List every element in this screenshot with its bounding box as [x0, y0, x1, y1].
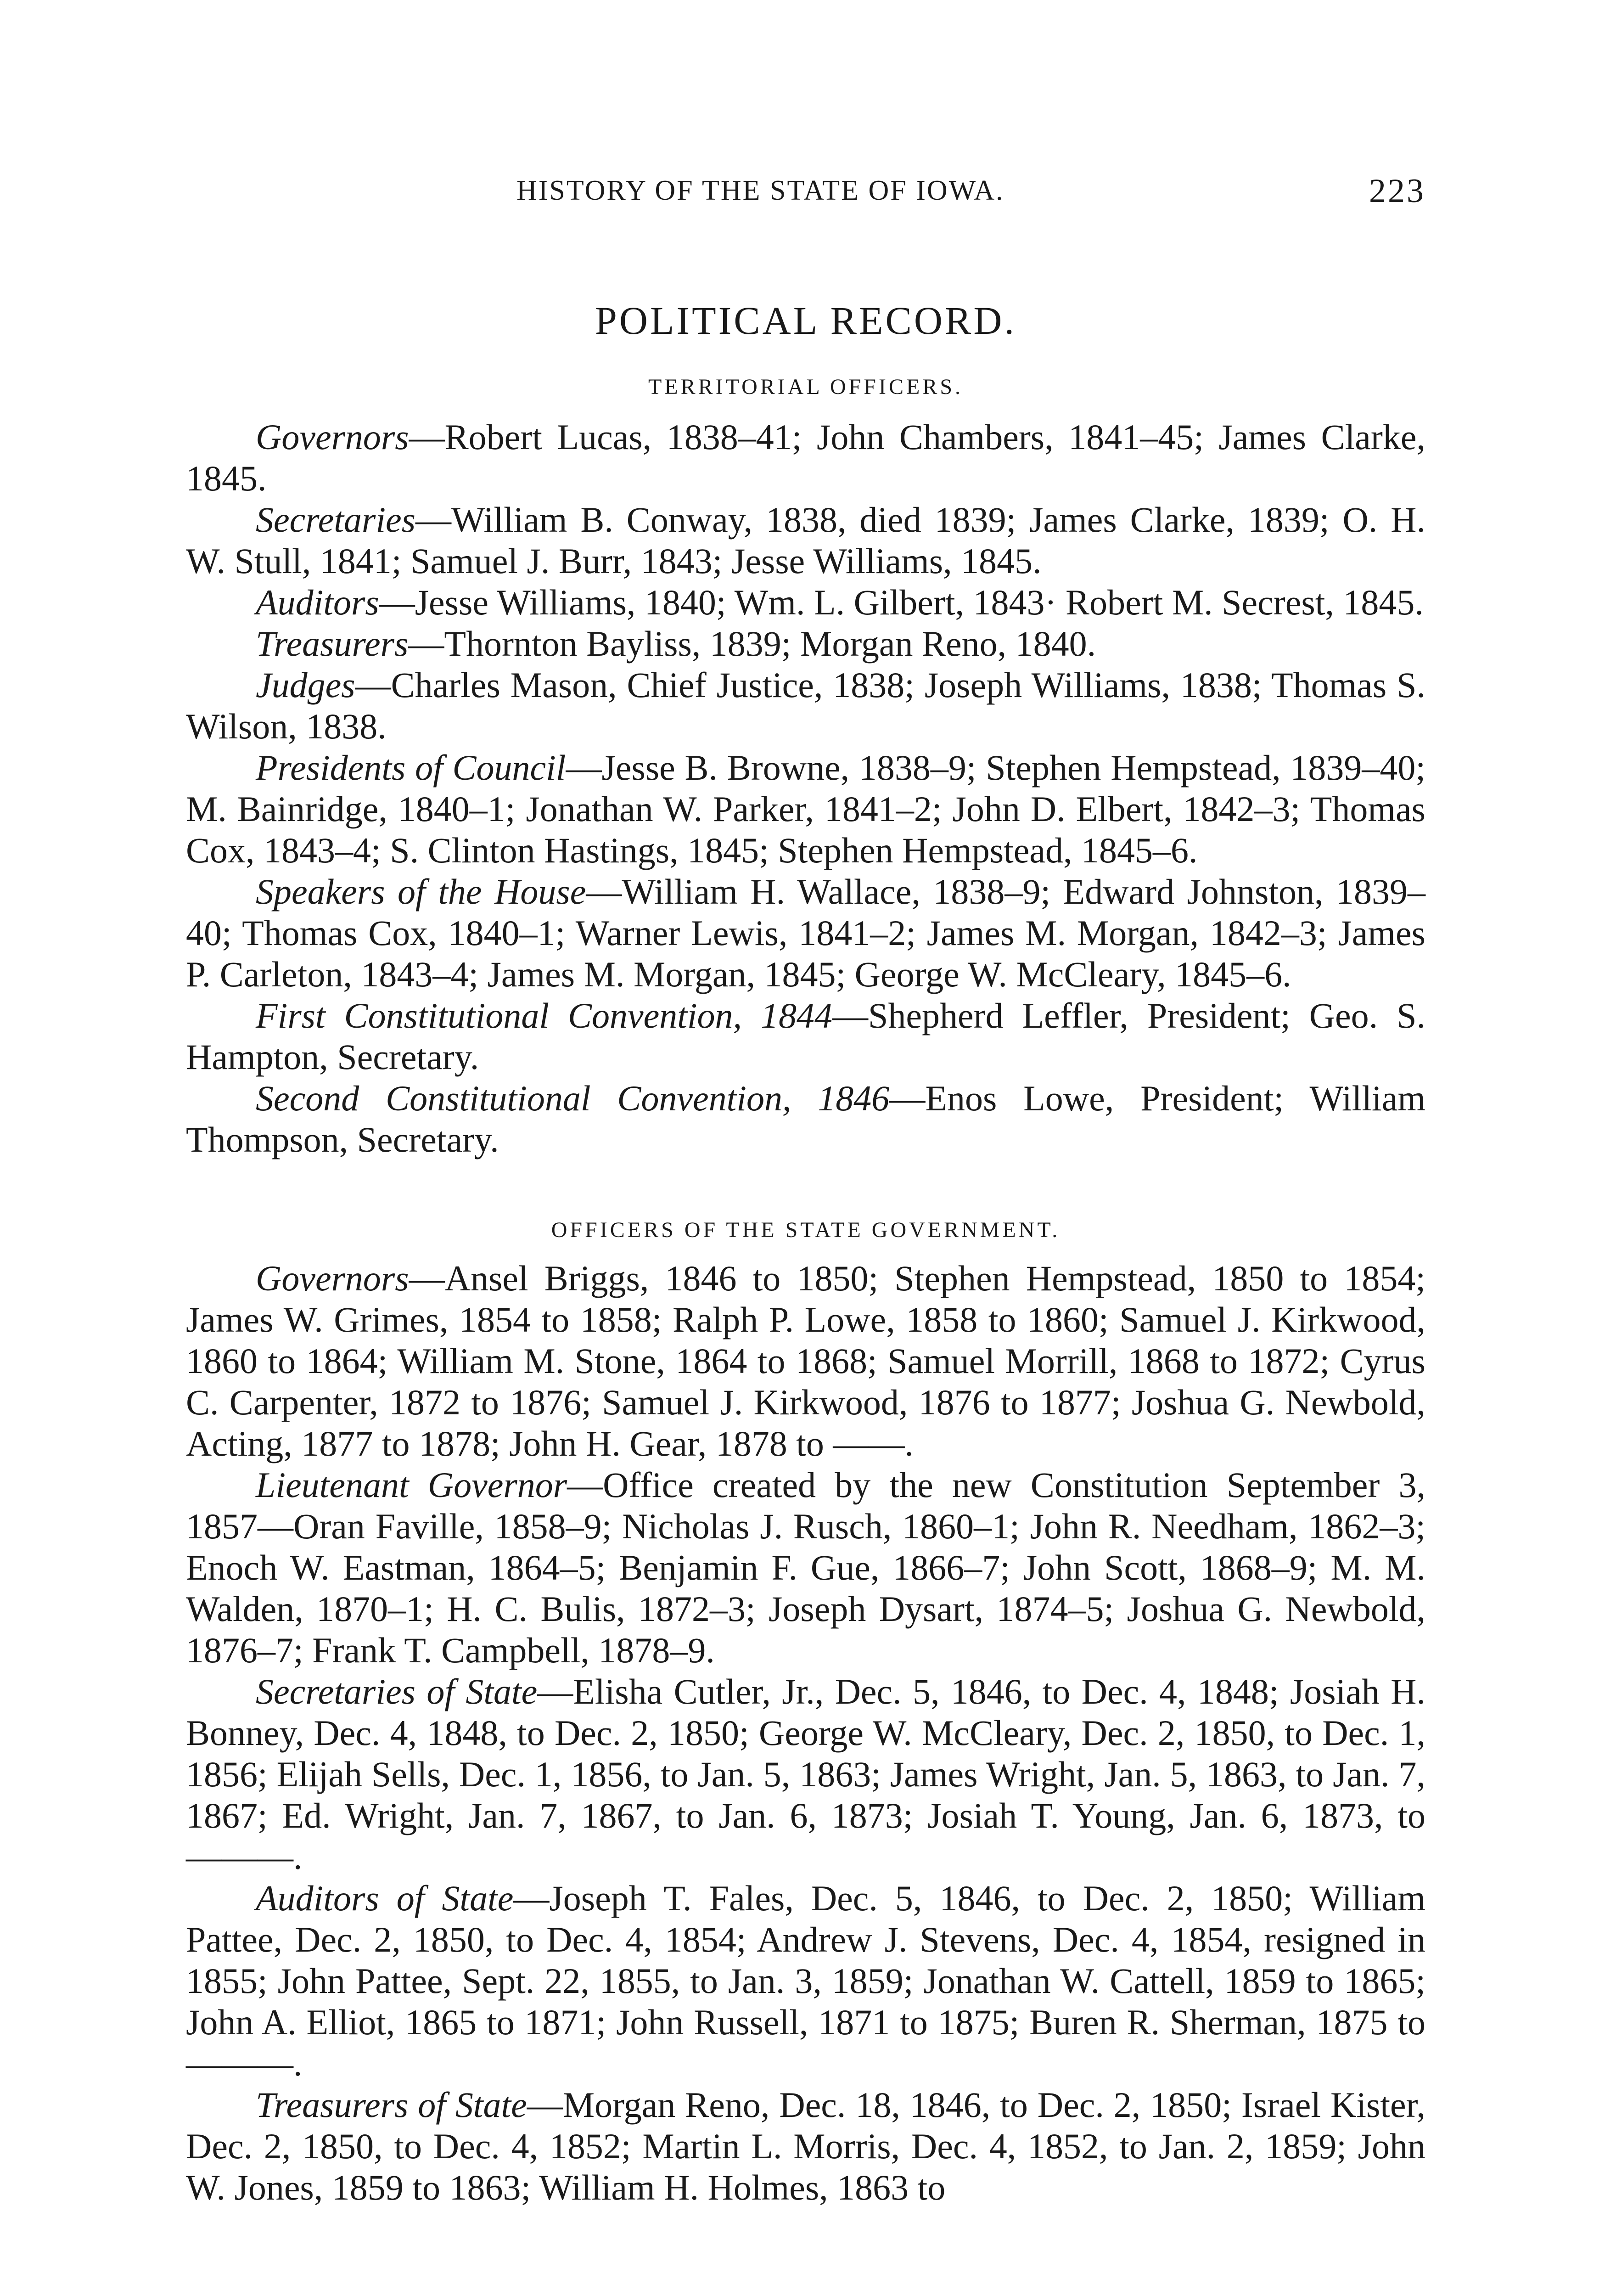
running-head — [186, 174, 1425, 225]
entry-auditors-of-state — [186, 1878, 1425, 2084]
entry-territorial-governors — [186, 416, 1425, 499]
entry-label: Governors — [256, 1258, 409, 1298]
entry-label: Secretaries — [256, 500, 415, 540]
entry-territorial-judges — [186, 664, 1425, 747]
book-page — [186, 174, 1425, 2208]
entry-text: —Robert Lucas, 1838–41; John Chambers, 1841–45; James Clarke, 1845. — [186, 417, 1425, 498]
entry-label: Lieutenant Governor — [256, 1465, 567, 1505]
entry-speakers-of-the-house — [186, 871, 1425, 995]
entry-treasurers-of-state — [186, 2084, 1425, 2208]
entry-state-governors — [186, 1258, 1425, 1464]
entry-label: Governors — [256, 417, 409, 457]
entry-territorial-auditors — [186, 582, 1425, 623]
entry-presidents-of-council — [186, 747, 1425, 871]
entry-text: —William H. Wallace, 1838–9; Edward Johnston, 1839–40; Thomas Cox, 1840–1; Warner Lewis, 1841–2; James M. Morgan, 1842–3; James P. Carleton, 1843–4; James M. Morgan, 1845; George W. McCleary, 1845–6. — [186, 872, 1425, 994]
territorial-officers-list — [186, 416, 1425, 1160]
page-number: 223 — [1369, 172, 1425, 210]
entry-text: —Jesse Williams, 1840; Wm. L. Gilbert, 1843· Robert M. Secrest, 1845. — [379, 582, 1424, 622]
entry-territorial-treasurers — [186, 623, 1425, 664]
running-title: HISTORY OF THE STATE OF IOWA. — [516, 175, 1004, 206]
entry-text: —Enos Lowe, President; William Thompson, Secretary. — [186, 1078, 1425, 1159]
state-officers-list — [186, 1258, 1425, 2208]
entry-label: Presidents of Council — [256, 748, 566, 788]
entry-text: —Joseph T. Fales, Dec. 5, 1846, to Dec. 2, 1850; William Pattee, Dec. 2, 1850, to Dec. 4, 1854; Andrew J. Stevens, Dec. 4, 1854, resigned in 1855; John Pattee, Sept. 22, 1855, to Jan. 3, 1859; Jonathan W. Cattell, 1859 to 1865; John A. Elliot, 1865 to 1871; John Russell, 1871 to 1875; Buren R. Sherman, 1875 to ———. — [186, 1878, 1425, 2083]
entry-label: Treasurers of State — [256, 2085, 527, 2125]
territorial-officers-heading: TERRITORIAL OFFICERS. — [648, 375, 964, 399]
entry-label: Secretaries of State — [256, 1671, 538, 1711]
entry-text: —Thornton Bayliss, 1839; Morgan Reno, 1840. — [408, 624, 1096, 664]
entry-label: Auditors — [256, 582, 379, 622]
entry-text: —William B. Conway, 1838, died 1839; James Clarke, 1839; O. H. W. Stull, 1841; Samuel J. Burr, 1843; Jesse Williams, 1845. — [186, 500, 1425, 581]
entry-lieutenant-governor — [186, 1464, 1425, 1671]
entry-text: —Jesse B. Browne, 1838–9; Stephen Hempstead, 1839–40; M. Bainridge, 1840–1; Jonathan W. Parker, 1841–2; John D. Elbert, 1842–3; Thomas Cox, 1843–4; S. Clinton Hastings, 1845; Stephen Hempstead, 1845–6. — [186, 748, 1425, 870]
entry-label: Treasurers — [256, 624, 409, 664]
section-title: POLITICAL RECORD. — [595, 298, 1016, 343]
entry-label: Second Constitutional Convention, 1846 — [256, 1078, 890, 1118]
entry-secretaries-of-state — [186, 1671, 1425, 1878]
entry-label: Speakers of the House — [256, 872, 586, 912]
entry-text: —Office created by the new Constitution September 3, 1857—Oran Faville, 1858–9; Nicholas J. Rusch, 1860–1; John R. Needham, 1862–3; Enoch W. Eastman, 1864–5; Benjamin F. Gue, 1866–7; John Scott, 1868–9; M. M. Walden, 1870–1; H. C. Bulis, 1872–3; Joseph Dysart, 1874–5; Joshua G. Newbold, 1876–7; Frank T. Campbell, 1878–9. — [186, 1465, 1425, 1670]
entry-label: First Constitutional Convention, 1844 — [256, 996, 832, 1035]
entry-text: —Morgan Reno, Dec. 18, 1846, to Dec. 2, 1850; Israel Kister, Dec. 2, 1850, to Dec. 4, 1852; Martin L. Morris, Dec. 4, 1852, to Jan. 2, 1859; John W. Jones, 1859 to 1863; William H. Holmes, 1863 to — [186, 2085, 1425, 2207]
state-officers-heading: OFFICERS OF THE STATE GOVERNMENT. — [551, 1218, 1060, 1242]
entry-text: —Ansel Briggs, 1846 to 1850; Stephen Hempstead, 1850 to 1854; James W. Grimes, 1854 to 1858; Ralph P. Lowe, 1858 to 1860; Samuel J. Kirkwood, 1860 to 1864; William M. Stone, 1864 to 1868; Samuel Morrill, 1868 to 1872; Cyrus C. Carpenter, 1872 to 1876; Samuel J. Kirkwood, 1876 to 1877; Joshua G. Newbold, Acting, 1877 to 1878; John H. Gear, 1878 to ——. — [186, 1258, 1425, 1463]
entry-label: Auditors of State — [256, 1878, 514, 1918]
entry-text: —Elisha Cutler, Jr., Dec. 5, 1846, to Dec. 4, 1848; Josiah H. Bonney, Dec. 4, 1848, to Dec. 2, 1850; George W. McCleary, Dec. 2, 1850, to Dec. 1, 1856; Elijah Sells, Dec. 1, 1856, to Jan. 5, 1863; James Wright, Jan. 5, 1863, to Jan. 7, 1867; Ed. Wright, Jan. 7, 1867, to Jan. 6, 1873; Josiah T. Young, Jan. 6, 1873, to ———. — [186, 1671, 1425, 1877]
entry-second-constitutional-convention — [186, 1078, 1425, 1160]
entry-territorial-secretaries — [186, 499, 1425, 582]
entry-label: Judges — [256, 665, 355, 705]
entry-text: —Charles Mason, Chief Justice, 1838; Joseph Williams, 1838; Thomas S. Wilson, 1838. — [186, 665, 1425, 746]
entry-text: —Shepherd Leffler, President; Geo. S. Hampton, Secretary. — [186, 996, 1425, 1077]
entry-first-constitutional-convention — [186, 995, 1425, 1078]
